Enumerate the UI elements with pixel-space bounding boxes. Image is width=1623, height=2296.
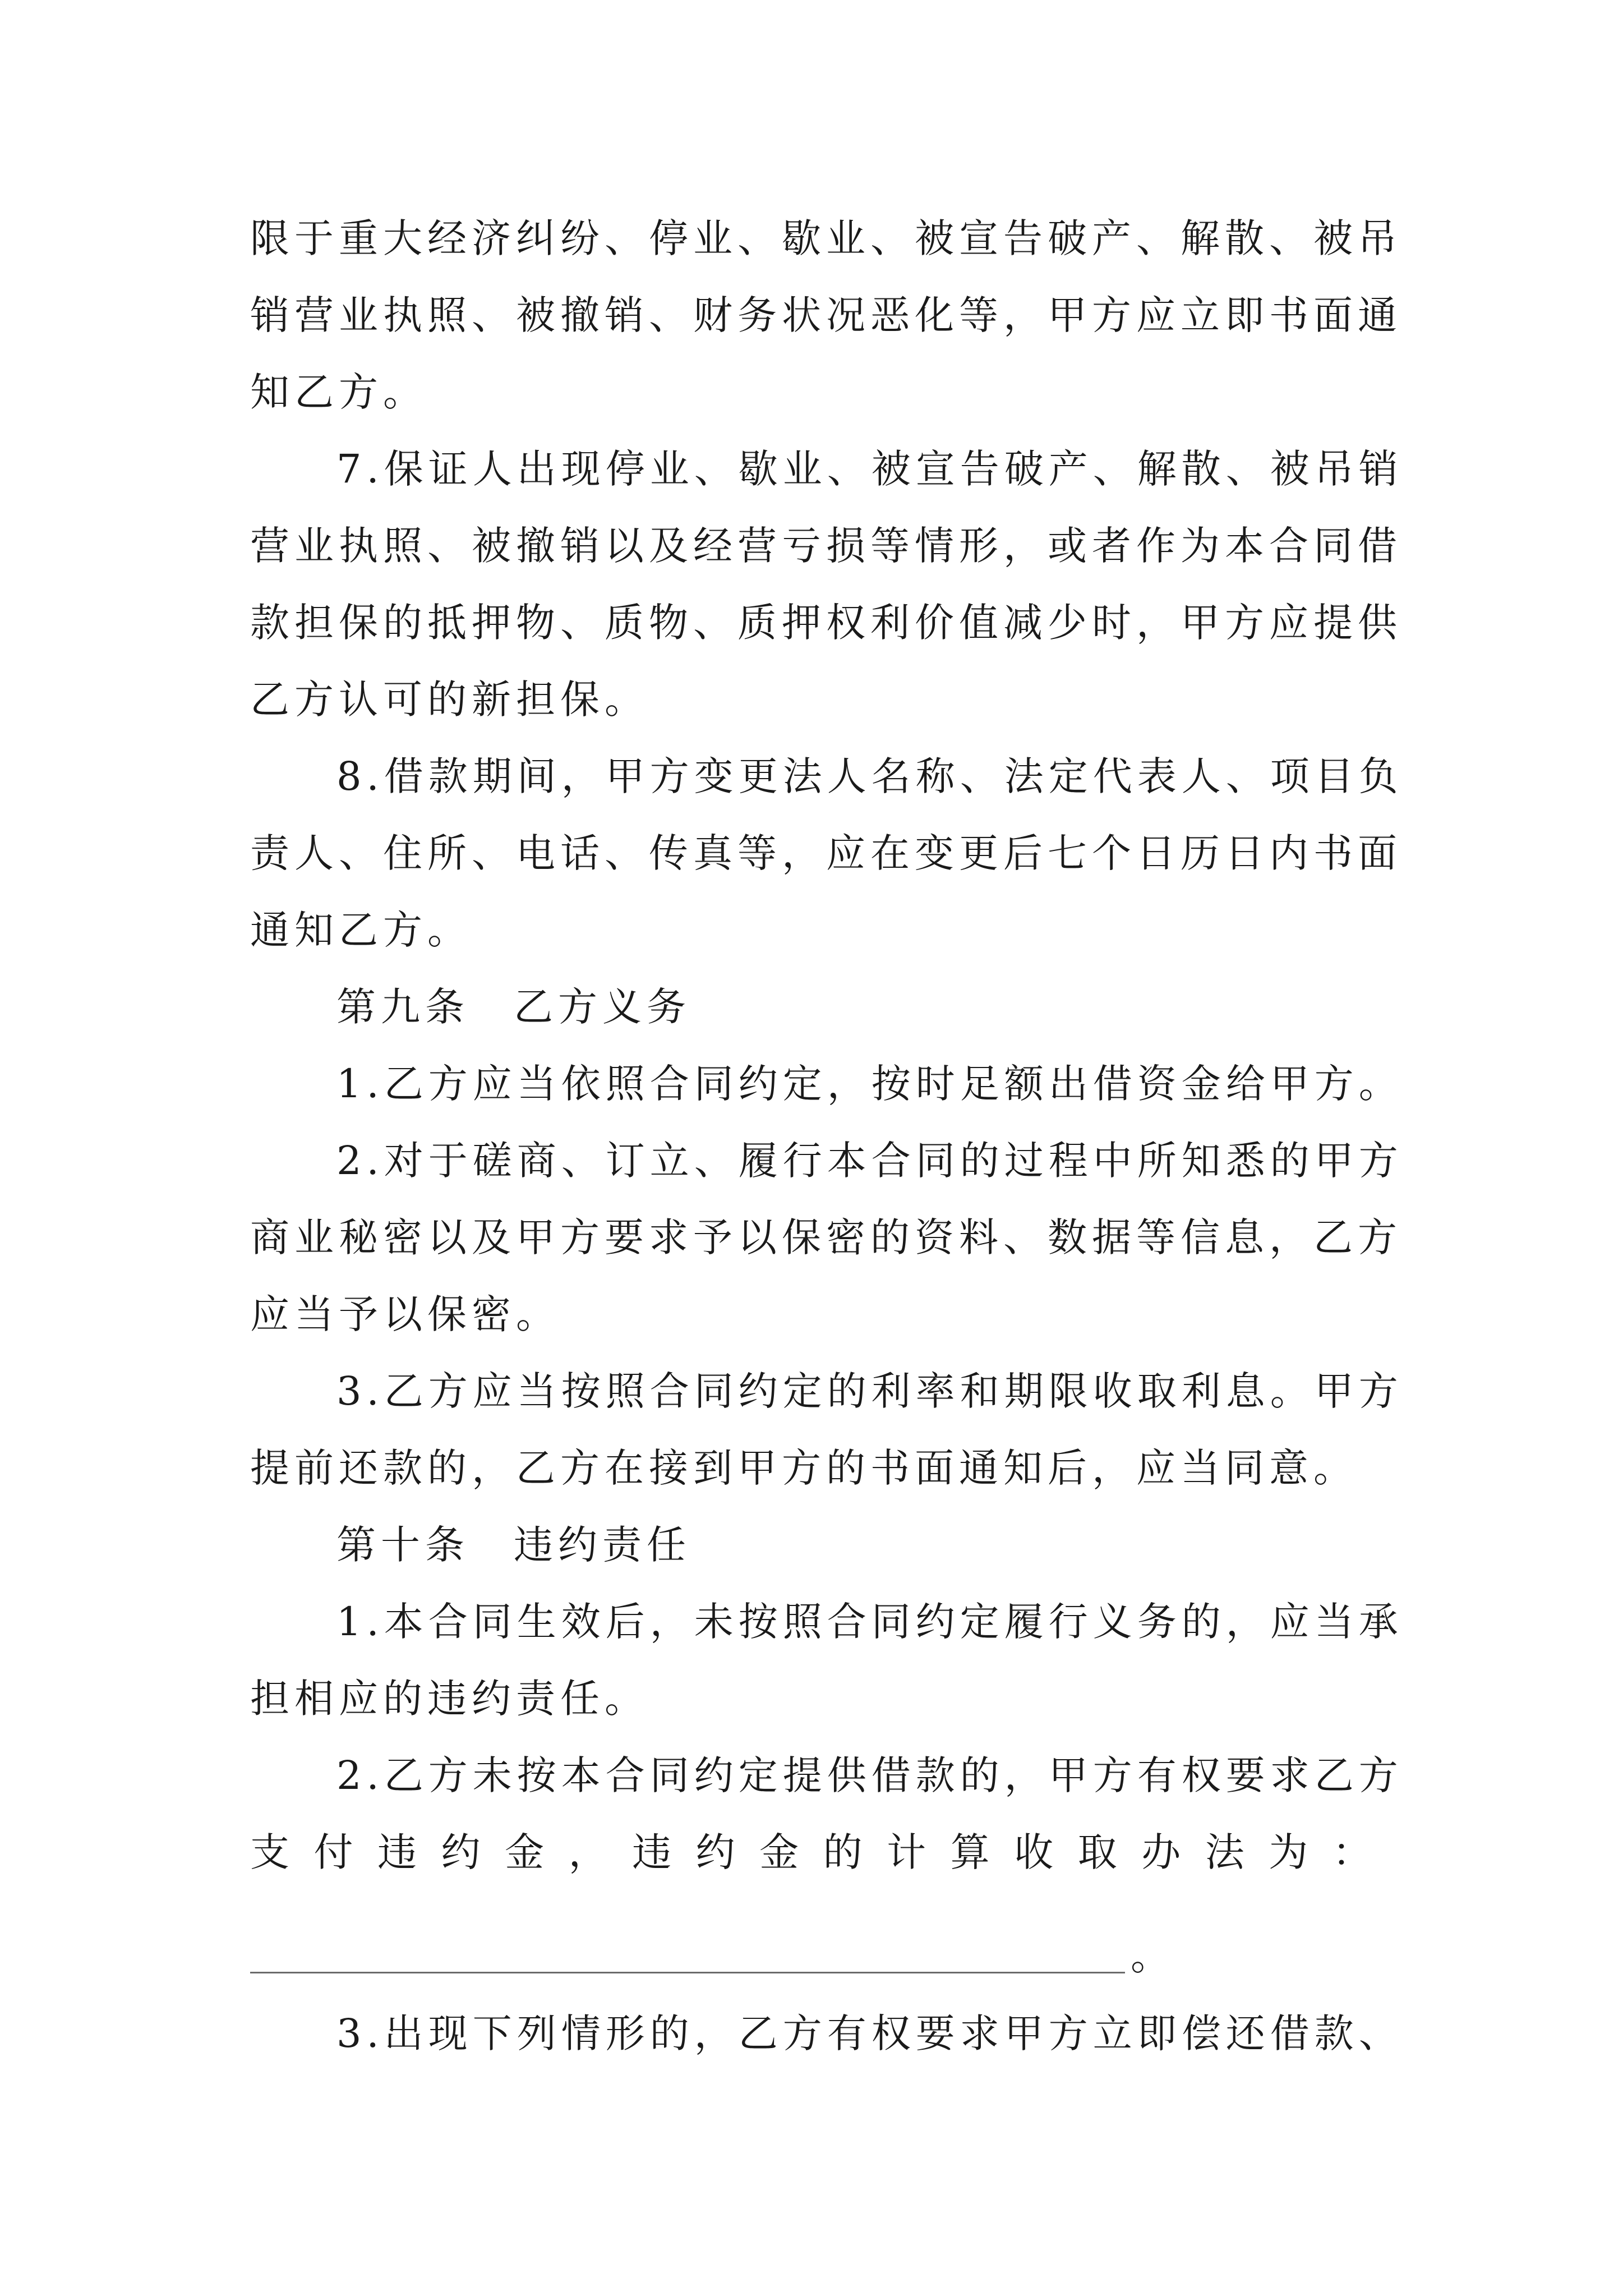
section-heading-article-10: 第十条 违约责任	[336, 1522, 691, 1568]
text-line: 营业执照、被撤销以及经营亏损等情形，或者作为本合同借	[250, 523, 1402, 569]
text-line: 通知乙方。	[250, 907, 472, 953]
text-line: 限于重大经济纠纷、停业、歇业、被宣告破产、解散、被吊	[250, 215, 1402, 261]
text-line: 责人、住所、电话、传真等，应在变更后七个日历日内书面	[250, 830, 1402, 876]
paragraph-item-7: 7.保证人出现停业、歇业、被宣告破产、解散、被吊销	[336, 446, 1403, 492]
paragraph-item-1: 1.乙方应当依照合同约定，按时足额出借资金给甲方。	[336, 1061, 1403, 1107]
paragraph-item-2: 2.乙方未按本合同约定提供借款的，甲方有权要求乙方	[336, 1752, 1403, 1798]
text-line: 知乙方。	[250, 369, 427, 415]
paragraph-item-3: 3.出现下列情形的，乙方有权要求甲方立即偿还借款、	[336, 2010, 1403, 2056]
fill-in-blank-line[interactable]	[250, 1938, 1125, 1973]
paragraph-item-3: 3.乙方应当按照合同约定的利率和期限收取利息。甲方	[336, 1368, 1403, 1414]
text-line: 款担保的抵押物、质物、质押权利价值减少时，甲方应提供	[250, 600, 1402, 646]
text-line: 乙方认可的新担保。	[250, 677, 649, 723]
text-line: 商业秘密以及甲方要求予以保密的资料、数据等信息，乙方	[250, 1214, 1402, 1260]
paragraph-item-2: 2.对于磋商、订立、履行本合同的过程中所知悉的甲方	[336, 1138, 1403, 1184]
text-line-justified: 支 付 违 约 金 ， 违 约 金 的 计 算 收 取 办 法 为 ：	[250, 1829, 1372, 1875]
fill-in-blank-row	[250, 1923, 1170, 1979]
text-line: 应当予以保密。	[250, 1291, 560, 1337]
text-line: 销营业执照、被撤销、财务状况恶化等，甲方应立即书面通	[250, 292, 1402, 338]
section-heading-article-9: 第九条 乙方义务	[336, 984, 691, 1030]
paragraph-item-8: 8.借款期间，甲方变更法人名称、法定代表人、项目负	[336, 753, 1403, 799]
period-mark: 。	[1131, 1933, 1170, 1979]
paragraph-item-1: 1.本合同生效后，未按照合同约定履行义务的，应当承	[336, 1599, 1403, 1645]
text-line: 担相应的违约责任。	[250, 1676, 649, 1722]
text-line: 提前还款的，乙方在接到甲方的书面通知后，应当同意。	[250, 1445, 1358, 1491]
